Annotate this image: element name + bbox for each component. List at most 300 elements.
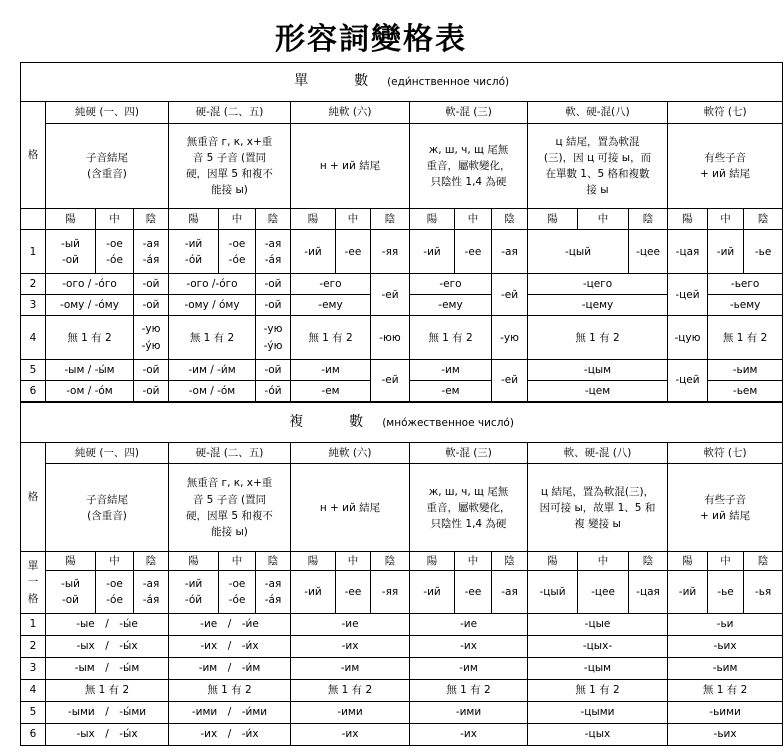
cell-line: -юю xyxy=(379,331,401,344)
cell-line: 音 5 子音 (置同 xyxy=(192,151,267,164)
cell-line: 無重音 г, к, х+重 xyxy=(186,135,273,148)
cell-line: -ом / -óм xyxy=(66,384,113,397)
ending-cell xyxy=(46,381,134,402)
ending-cell: -ие xyxy=(291,613,410,635)
cell-line: 無 1 有 2 xyxy=(189,331,235,344)
gender-feminine: 陰 xyxy=(744,209,783,230)
gender-masculine: 陽 xyxy=(528,209,578,230)
ending-cell xyxy=(46,360,134,381)
gender-neuter: 中 xyxy=(336,209,371,230)
ending-cell xyxy=(668,360,708,402)
ending-cell xyxy=(169,316,256,360)
ending-cell: 無 1 有 2 xyxy=(410,679,528,701)
ending-cell: -ьих xyxy=(668,635,783,657)
cell-line: 無 1 有 2 xyxy=(67,331,112,344)
ending-cell: 無 1 有 2 xyxy=(528,679,668,701)
ending-cell xyxy=(336,571,371,613)
ending-cell xyxy=(46,571,96,613)
ending-cell: -их xyxy=(291,723,410,745)
cell-line: -ей xyxy=(500,288,519,301)
ending-cell xyxy=(256,360,291,381)
group-description xyxy=(528,123,668,209)
cell-line: -ее xyxy=(344,245,362,258)
gender-neuter: 中 xyxy=(219,209,256,230)
ending-cell: 無 1 有 2 xyxy=(291,679,410,701)
cell-line: -ий xyxy=(184,577,203,590)
cell-line: -цем xyxy=(584,384,611,397)
cell-line: ж, ш, ч, щ 尾無 xyxy=(428,485,509,498)
ending-cell xyxy=(410,230,455,274)
ending-cell xyxy=(371,230,410,274)
ending-cell xyxy=(410,360,492,381)
cell-line: 單 xyxy=(27,560,39,573)
cell-line: -цей xyxy=(675,374,700,387)
cell-line: -ьим xyxy=(732,363,758,376)
ending-cell: -цыми xyxy=(528,701,668,723)
singular-header xyxy=(21,63,783,102)
ending-cell xyxy=(668,571,708,613)
case-number: 6 xyxy=(21,723,46,745)
ending-cell: -ими / -и́ми xyxy=(169,701,291,723)
cell-line: + ий 結尾 xyxy=(700,509,751,522)
ending-cell: -их xyxy=(291,635,410,657)
ending-cell xyxy=(708,360,783,381)
gender-neuter: 中 xyxy=(96,552,134,571)
group-description xyxy=(668,123,783,209)
gender-feminine: 陰 xyxy=(744,552,783,571)
cell-line: -áя xyxy=(142,594,160,606)
ending-cell xyxy=(134,295,169,316)
cell-line: н + ий 結尾 xyxy=(319,159,381,172)
ending-cell xyxy=(668,274,708,316)
cell-line: -цему xyxy=(581,299,614,312)
cell-line: -ой xyxy=(142,363,160,376)
ending-cell xyxy=(528,230,629,274)
ending-cell: -им xyxy=(410,657,528,679)
cell-line: -им xyxy=(321,363,340,376)
case-number: 1 xyxy=(21,613,46,635)
group-name: 純軟 (六) xyxy=(291,101,410,123)
ending-cell xyxy=(492,274,528,316)
cell-line: -яя xyxy=(381,585,399,598)
cell-line: 重音，屬軟變化， xyxy=(426,501,511,514)
cell-line: -ий xyxy=(678,585,697,598)
ending-cell: -ие xyxy=(410,613,528,635)
cell-line: -ом / -óм xyxy=(188,384,236,397)
cell-line: 硬，因單 5 和複不 xyxy=(186,509,273,522)
plural-header-russian: (мно́жественное число́) xyxy=(382,417,514,430)
cell-line: 只陰性 1,4 為硬 xyxy=(430,176,507,189)
cell-line: -ая xyxy=(142,237,160,250)
group-name: 硬-混 (二、五) xyxy=(169,101,291,123)
ending-cell xyxy=(291,381,371,402)
group-description xyxy=(410,123,528,209)
group-description xyxy=(528,464,668,552)
cell-line: -его xyxy=(319,278,342,291)
cell-line: -ьему xyxy=(729,299,761,312)
cell-line: (三)，因 ц 可接 ы，而 xyxy=(543,151,652,164)
cell-line: -ьего xyxy=(730,278,760,291)
ending-cell xyxy=(371,274,410,316)
cell-line: -цый xyxy=(539,585,566,598)
cell-line: 有些子音 xyxy=(704,151,747,164)
cell-line: -ий xyxy=(423,585,441,598)
ending-cell xyxy=(291,571,336,613)
ending-cell: -цым xyxy=(528,657,668,679)
ending-cell xyxy=(256,274,291,295)
cell-line: -áя xyxy=(264,253,282,266)
gender-neuter: 中 xyxy=(455,552,492,571)
ending-cell xyxy=(371,316,410,360)
ending-cell xyxy=(134,381,169,402)
cell-line: 無 1 有 2 xyxy=(722,331,768,344)
ending-cell xyxy=(169,295,256,316)
cell-line: 能接 ы) xyxy=(211,525,248,538)
ending-cell: -им xyxy=(291,657,410,679)
ending-cell xyxy=(708,381,783,402)
cell-line: -ьем xyxy=(732,384,758,397)
ending-cell xyxy=(528,360,668,381)
cell-line: -ой xyxy=(61,253,80,266)
cell-line: -ая xyxy=(264,237,282,250)
group-description xyxy=(291,464,410,552)
ending-cell xyxy=(134,274,169,295)
cell-line: -ему xyxy=(318,299,343,312)
ending-cell: -ьих xyxy=(668,723,783,745)
cell-line: -у́ю xyxy=(141,339,161,352)
group-name: 純硬 (一、四) xyxy=(46,101,169,123)
gender-feminine: 陰 xyxy=(371,552,410,571)
cell-line: (含重音) xyxy=(87,168,127,181)
cell-line: 子音結尾 xyxy=(86,151,128,164)
cell-line: (含重音) xyxy=(87,509,127,522)
ending-cell xyxy=(371,571,410,613)
case-number: 4 xyxy=(21,679,46,701)
case-number: 5 xyxy=(21,360,46,381)
ending-cell: -цых xyxy=(528,723,668,745)
cell-line: -ой xyxy=(264,299,282,312)
ending-cell xyxy=(528,295,668,316)
cell-line: -ее xyxy=(464,585,482,598)
cell-line: -ый xyxy=(61,577,80,590)
ending-cell: -цые xyxy=(528,613,668,635)
cell-line: -цее xyxy=(591,585,615,598)
cell-line: -óй xyxy=(184,253,203,266)
cell-line: -ей xyxy=(500,374,519,387)
cell-line: 因可接 ы，故單 1、5 和 xyxy=(539,501,656,514)
cell-line: -ий xyxy=(423,245,441,258)
cell-line: ц 結尾，置為軟混(三)， xyxy=(540,485,655,498)
gender-masculine: 陽 xyxy=(291,552,336,571)
group-name: 純硬 (一、四) xyxy=(46,443,169,464)
cell-line: 無 1 有 2 xyxy=(575,331,620,344)
ending-cell xyxy=(528,381,668,402)
case-header: 格 xyxy=(21,443,46,552)
group-name: 軟、硬-混(八) xyxy=(528,101,668,123)
gender-neuter: 中 xyxy=(578,552,629,571)
cell-line: 音 5 子音 (置同 xyxy=(192,493,267,506)
ending-cell: -ьим xyxy=(668,657,783,679)
ending-cell xyxy=(410,381,492,402)
ending-cell xyxy=(336,230,371,274)
cell-line: 無 1 有 2 xyxy=(428,331,473,344)
cell-line: -óе xyxy=(106,594,123,606)
cell-line: -ая xyxy=(142,577,160,590)
ending-cell: -ьи xyxy=(668,613,783,635)
gender-masculine: 陽 xyxy=(46,209,96,230)
ending-cell xyxy=(410,295,492,316)
cell-line: -цым xyxy=(583,363,612,376)
ending-cell xyxy=(219,571,256,613)
gender-neuter: 中 xyxy=(708,209,744,230)
gender-masculine: 陽 xyxy=(291,209,336,230)
gender-masculine: 陽 xyxy=(169,552,219,571)
cell-line: -ую xyxy=(263,323,283,336)
cell-line: -ая xyxy=(501,585,518,598)
gender-feminine: 陰 xyxy=(256,209,291,230)
ending-cell xyxy=(528,571,578,613)
ending-cell: -ьими xyxy=(668,701,783,723)
cell-line: -ье xyxy=(754,245,772,258)
gender-neuter: 中 xyxy=(455,209,492,230)
cell-line: н + ий 結尾 xyxy=(319,501,381,514)
cell-line: -ой xyxy=(264,278,282,291)
ending-cell xyxy=(46,295,134,316)
cell-line: -óе xyxy=(228,253,246,266)
case-number: 3 xyxy=(21,657,46,679)
cell-line: -áя xyxy=(264,594,282,606)
ending-cell xyxy=(46,316,134,360)
ending-cell xyxy=(169,571,219,613)
group-description xyxy=(291,123,410,209)
plural-table xyxy=(20,402,783,746)
ending-cell xyxy=(744,230,783,274)
cell-line: -ий xyxy=(184,237,203,250)
cell-line: ж, ш, ч, щ 尾無 xyxy=(428,143,509,156)
ending-cell: -ые / -ы́е xyxy=(46,613,169,635)
cell-line: -ого / -óго xyxy=(62,278,117,291)
cell-line: -óе xyxy=(106,253,123,266)
gender-feminine: 陰 xyxy=(629,209,668,230)
ending-cell: 無 1 有 2 xyxy=(46,679,169,701)
cell-line: -ому / óму xyxy=(184,299,240,312)
group-description xyxy=(169,464,291,552)
ending-cell: -им / -и́м xyxy=(169,657,291,679)
cell-line: 無重音 г, к, х+重 xyxy=(186,477,273,490)
cell-line: 重音，屬軟變化， xyxy=(426,159,511,172)
cell-line: 接 ы xyxy=(586,184,609,197)
group-name: 軟符 (七) xyxy=(668,443,783,464)
gender-masculine: 陽 xyxy=(668,209,708,230)
ending-cell xyxy=(629,571,668,613)
ending-cell: -ие / -и́е xyxy=(169,613,291,635)
ending-cell xyxy=(410,571,455,613)
ending-cell xyxy=(169,274,256,295)
cell-line: -ем xyxy=(441,384,460,397)
cell-line: -ым / -ы́м xyxy=(64,363,115,376)
gender-masculine: 陽 xyxy=(169,209,219,230)
cell-line: -ому / -óму xyxy=(60,299,119,312)
cell-line: -ый xyxy=(61,237,80,250)
gender-feminine: 陰 xyxy=(492,209,528,230)
cell-line: -óе xyxy=(228,594,246,606)
blank-cell xyxy=(21,209,46,230)
cell-line: -ой xyxy=(61,594,80,606)
group-name: 軟符 (七) xyxy=(668,101,783,123)
cell-line: -ое xyxy=(106,237,123,250)
ending-cell xyxy=(455,230,492,274)
cell-line: -ее xyxy=(344,585,362,598)
ending-cell: -ым / -ы́м xyxy=(46,657,169,679)
cell-line: + ий 結尾 xyxy=(700,168,751,181)
cell-line: -ей xyxy=(381,288,399,301)
ending-cell: -их xyxy=(410,635,528,657)
cell-line: -áя xyxy=(142,253,160,266)
ending-cell xyxy=(96,230,134,274)
cell-line: -ой xyxy=(264,363,282,376)
cell-line: ц 結尾，置為軟混 xyxy=(555,135,640,148)
cell-line: -ой xyxy=(142,278,160,291)
group-name: 軟、硬-混 (八) xyxy=(528,443,668,464)
cell-line: 在單數 1、5 格和複數 xyxy=(545,168,650,181)
singular-table xyxy=(20,62,783,402)
cell-line: -ий xyxy=(716,245,735,258)
plural-header-label: 複 數 xyxy=(289,414,365,431)
ending-cell xyxy=(492,316,528,360)
cell-line: -цая xyxy=(636,585,660,598)
ending-cell xyxy=(134,230,169,274)
gender-masculine: 陽 xyxy=(668,552,708,571)
group-description xyxy=(668,464,783,552)
ending-cell xyxy=(169,381,256,402)
ending-cell xyxy=(528,316,668,360)
group-description xyxy=(46,464,169,552)
cell-line: -его xyxy=(439,278,462,291)
ending-cell: -ых / -ы́х xyxy=(46,635,169,657)
cell-line: -им xyxy=(441,363,460,376)
ending-cell xyxy=(708,316,783,360)
ending-cell xyxy=(410,274,492,295)
ending-cell xyxy=(134,360,169,381)
ending-cell xyxy=(708,274,783,295)
cell-line: -у́ю xyxy=(263,339,283,352)
ending-cell xyxy=(256,381,291,402)
ending-cell xyxy=(169,360,256,381)
ending-cell xyxy=(219,230,256,274)
plural-header xyxy=(21,403,783,443)
case-header: 格 xyxy=(21,101,46,209)
case-number: 4 xyxy=(21,316,46,360)
gender-feminine: 陰 xyxy=(629,552,668,571)
ending-cell xyxy=(291,316,371,360)
cell-line: -ое xyxy=(106,577,123,590)
gender-masculine: 陽 xyxy=(46,552,96,571)
group-name: 純軟 (六) xyxy=(291,443,410,464)
gender-masculine: 陽 xyxy=(528,552,578,571)
cell-line: -ого /-óго xyxy=(186,278,238,291)
ending-cell xyxy=(256,295,291,316)
gender-neuter: 中 xyxy=(708,552,744,571)
cell-line: -ая xyxy=(501,245,518,258)
group-name: 硬-混 (二、五) xyxy=(169,443,291,464)
ending-cell xyxy=(134,316,169,360)
gender-masculine: 陽 xyxy=(410,209,455,230)
ending-cell: 無 1 有 2 xyxy=(169,679,291,701)
cell-line: -ее xyxy=(464,245,482,258)
ending-cell xyxy=(46,230,96,274)
case-number: 2 xyxy=(21,635,46,657)
ending-cell xyxy=(96,571,134,613)
gender-masculine: 陽 xyxy=(410,552,455,571)
gender-feminine: 陰 xyxy=(256,552,291,571)
gender-feminine: 陰 xyxy=(371,209,410,230)
ending-cell: -ими xyxy=(291,701,410,723)
gender-neuter: 中 xyxy=(336,552,371,571)
cell-line: 能接 ы) xyxy=(211,184,248,197)
ending-cell xyxy=(492,571,528,613)
cell-line: 子音結尾 xyxy=(86,493,128,506)
ending-cell xyxy=(708,295,783,316)
cell-line: 無 1 有 2 xyxy=(308,331,353,344)
case-number: 6 xyxy=(21,381,46,402)
cell-line: 格 xyxy=(27,592,39,605)
gender-neuter: 中 xyxy=(578,209,629,230)
ending-cell: -ими xyxy=(410,701,528,723)
ending-cell xyxy=(291,295,371,316)
ending-cell xyxy=(46,274,134,295)
cell-line: -ему xyxy=(438,299,463,312)
ending-cell xyxy=(708,571,744,613)
page-title: 形容詞變格表 xyxy=(275,22,467,57)
gender-feminine: 陰 xyxy=(492,552,528,571)
ending-cell: -их / -и́х xyxy=(169,723,291,745)
ending-cell: -ых / -ы́х xyxy=(46,723,169,745)
cell-line: -ий xyxy=(304,585,322,598)
case-number: 1 xyxy=(21,230,46,274)
cell-line: -цего xyxy=(582,278,613,291)
ending-cell xyxy=(578,571,629,613)
ending-cell xyxy=(744,571,783,613)
cell-line: 有些子音 xyxy=(704,493,747,506)
ending-cell xyxy=(668,230,708,274)
ending-cell xyxy=(256,316,291,360)
ending-cell xyxy=(410,316,492,360)
cell-line: -ой xyxy=(142,299,160,312)
cell-line: -цый xyxy=(564,245,592,258)
ending-cell xyxy=(169,230,219,274)
ending-cell xyxy=(492,360,528,402)
cell-line: -óй xyxy=(184,594,203,606)
ending-cell xyxy=(371,360,410,402)
ending-cell xyxy=(528,274,668,295)
ending-cell xyxy=(668,316,708,360)
ending-cell xyxy=(492,230,528,274)
case-number: 5 xyxy=(21,701,46,723)
ending-cell xyxy=(291,360,371,381)
case-number: 2 xyxy=(21,274,46,295)
ending-cell: -их / -и́х xyxy=(169,635,291,657)
cell-line: -ую xyxy=(500,331,519,344)
ending-cell xyxy=(134,571,169,613)
case-number: 3 xyxy=(21,295,46,316)
cell-line: -ем xyxy=(321,384,340,397)
cell-line: 一 xyxy=(27,576,39,589)
ending-cell xyxy=(256,571,291,613)
cell-line: -цую xyxy=(674,331,701,344)
ending-cell: 無 1 有 2 xyxy=(668,679,783,701)
cell-line: -ья xyxy=(754,585,772,598)
cell-line: -цей xyxy=(675,288,700,301)
